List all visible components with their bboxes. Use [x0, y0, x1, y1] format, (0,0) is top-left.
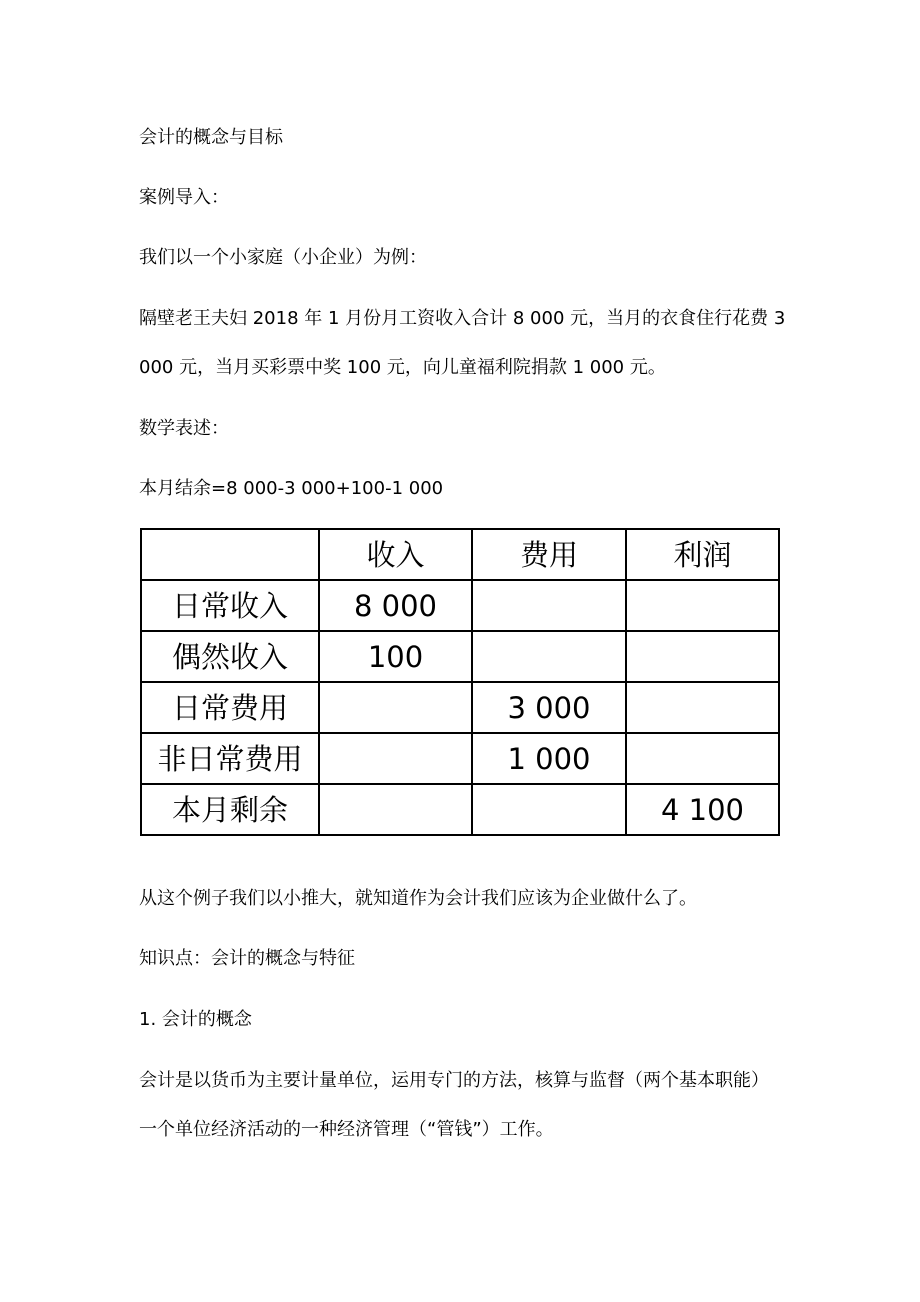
header-cell-profit: 利润 [626, 529, 779, 580]
header-cell-income: 收入 [319, 529, 472, 580]
knowledge-point: 知识点：会计的概念与特征 [139, 948, 355, 969]
table-cell [626, 631, 779, 682]
table-cell [319, 784, 472, 835]
conclusion-text: 从这个例子我们以小推大，就知道作为会计我们应该为企业做什么了。 [139, 888, 697, 909]
table-cell: 3 000 [472, 682, 626, 733]
row-label: 本月剩余 [141, 784, 319, 835]
row-label: 日常收入 [141, 580, 319, 631]
table-cell [472, 631, 626, 682]
table-cell: 100 [319, 631, 472, 682]
row-label: 日常费用 [141, 682, 319, 733]
story-line-2: 000 元，当月买彩票中奖 100 元，向儿童福利院捐款 1 000 元。 [139, 357, 666, 378]
story-line-1: 隔壁老王夫妇 2018 年 1 月份月工资收入合计 8 000 元，当月的衣食住行花费 3 [139, 308, 786, 329]
table-cell [319, 733, 472, 784]
table-row [141, 631, 779, 682]
table-cell [472, 580, 626, 631]
row-label: 非日常费用 [141, 733, 319, 784]
math-expression-label: 数学表述： [139, 418, 229, 439]
section-heading: 1. 会计的概念 [139, 1009, 252, 1030]
table-row [141, 580, 779, 631]
formula: 本月结余=8 000-3 000+100-1 000 [139, 478, 444, 499]
table-cell [626, 580, 779, 631]
table-cell [319, 682, 472, 733]
header-cell-expense: 费用 [472, 529, 626, 580]
table-cell [626, 733, 779, 784]
case-intro-label: 案例导入： [139, 187, 229, 208]
table-cell: 1 000 [472, 733, 626, 784]
table-cell: 8 000 [319, 580, 472, 631]
table-header-row [141, 529, 779, 580]
ledger-table [140, 528, 780, 836]
header-cell-blank [141, 529, 319, 580]
row-label: 偶然收入 [141, 631, 319, 682]
table-cell: 4 100 [626, 784, 779, 835]
definition-line-2: 一个单位经济活动的一种经济管理（“管钱”）工作。 [139, 1119, 554, 1140]
table-row [141, 682, 779, 733]
table-row [141, 733, 779, 784]
definition-line-1: 会计是以货币为主要计量单位，运用专门的方法，核算与监督（两个基本职能） [139, 1070, 769, 1091]
table-cell [472, 784, 626, 835]
page-title: 会计的概念与目标 [139, 127, 283, 148]
table-cell [626, 682, 779, 733]
table-row [141, 784, 779, 835]
example-intro: 我们以一个小家庭（小企业）为例： [139, 247, 427, 268]
